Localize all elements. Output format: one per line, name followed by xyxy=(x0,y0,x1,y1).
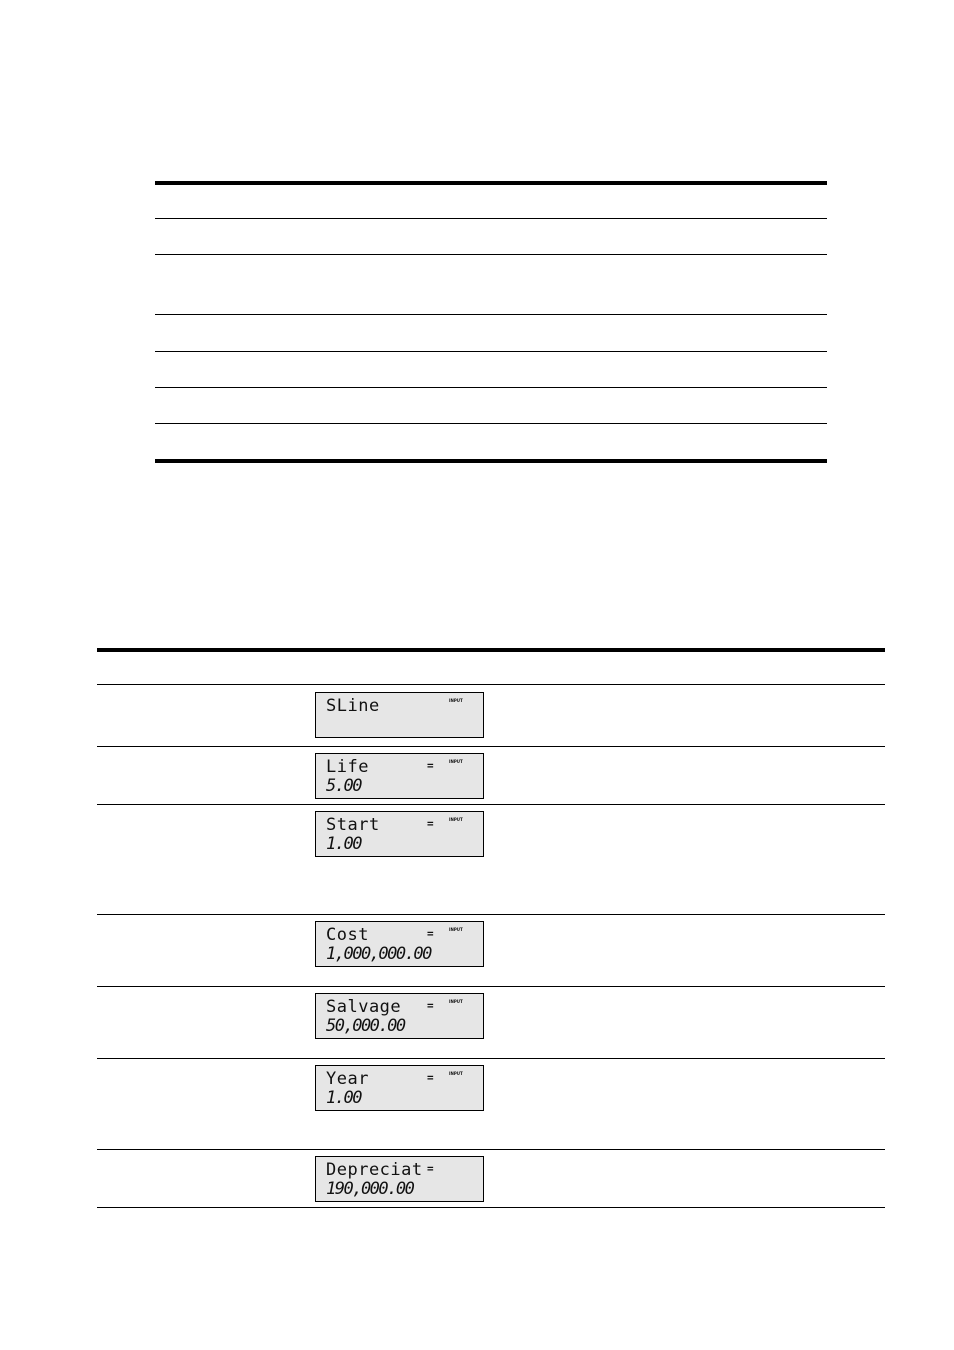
display-equals-sign: = xyxy=(427,927,434,940)
display-equals-sign: = xyxy=(427,817,434,830)
calculator-display xyxy=(315,1065,484,1111)
display-input-annunciator: INPUT xyxy=(449,999,463,1004)
display-line-1: Year xyxy=(326,1069,369,1089)
display-line-1: Start xyxy=(326,815,380,835)
example-table-bottom-rule xyxy=(97,1207,885,1208)
upper-table-top-rule xyxy=(155,181,827,185)
display-line-2: 1.00 xyxy=(326,834,361,854)
upper-table-row-divider xyxy=(155,218,827,219)
display-equals-sign: = xyxy=(427,1162,434,1175)
calculator-display xyxy=(315,692,484,738)
upper-table-row-divider xyxy=(155,423,827,424)
display-input-annunciator: INPUT xyxy=(449,1071,463,1076)
display-equals-sign: = xyxy=(427,1071,434,1084)
display-input-annunciator: INPUT xyxy=(449,759,463,764)
display-input-annunciator: INPUT xyxy=(449,817,463,822)
example-table-header-rule xyxy=(97,684,885,685)
display-line-1: Cost xyxy=(326,925,369,945)
display-line-1: Salvage xyxy=(326,997,402,1017)
display-equals-sign: = xyxy=(427,999,434,1012)
display-line-2: 190,000.00 xyxy=(326,1179,414,1199)
display-input-annunciator: INPUT xyxy=(449,927,463,932)
display-line-2: 1,000,000.00 xyxy=(326,944,431,964)
upper-table-row-divider xyxy=(155,387,827,388)
example-table-row-divider xyxy=(97,1149,885,1150)
upper-table-row-divider xyxy=(155,314,827,315)
calculator-display xyxy=(315,1156,484,1202)
example-table-row-divider xyxy=(97,746,885,747)
display-equals-sign: = xyxy=(427,759,434,772)
upper-table-row-divider xyxy=(155,351,827,352)
display-line-1: Depreciat xyxy=(326,1160,423,1180)
example-table-row-divider xyxy=(97,804,885,805)
example-table-row-divider xyxy=(97,986,885,987)
display-line-2: 1.00 xyxy=(326,1088,361,1108)
calculator-display xyxy=(315,811,484,857)
calculator-display xyxy=(315,993,484,1039)
display-line-1: SLine xyxy=(326,696,380,716)
example-table-row-divider xyxy=(97,1058,885,1059)
display-input-annunciator: INPUT xyxy=(449,698,463,703)
display-line-2: 5.00 xyxy=(326,776,361,796)
upper-table-bottom-rule xyxy=(155,459,827,463)
display-line-2: 50,000.00 xyxy=(326,1016,405,1036)
display-line-1: Life xyxy=(326,757,369,777)
calculator-display xyxy=(315,921,484,967)
calculator-display xyxy=(315,753,484,799)
example-table-top-rule xyxy=(97,648,885,652)
upper-table-row-divider xyxy=(155,254,827,255)
example-table-row-divider xyxy=(97,914,885,915)
